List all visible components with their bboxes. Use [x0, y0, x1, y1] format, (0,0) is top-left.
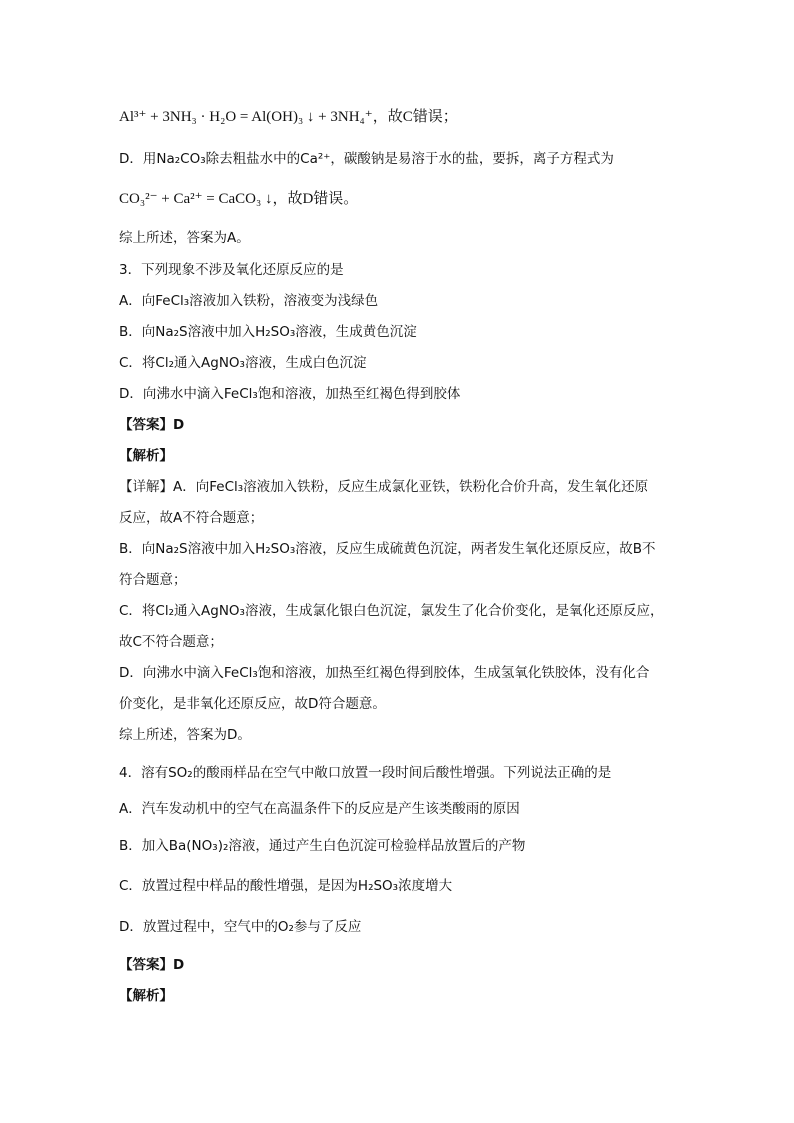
question-3-option-c: C．将Cl₂通入AgNO₃溶液，生成白色沉淀: [119, 355, 367, 371]
question-3-detail-line-4: 符合题意；: [119, 572, 187, 588]
question-4-analysis-heading: 【解析】: [119, 988, 173, 1004]
summary-answer-a: 综上所述，答案为A。: [119, 230, 250, 246]
question-3-option-b: B．向Na₂S溶液中加入H₂SO₃溶液，生成黄色沉淀: [119, 324, 417, 340]
question-4-option-d: D．放置过程中，空气中的O₂参与了反应: [119, 919, 362, 935]
question-3-detail-line-6: 故C不符合题意；: [119, 634, 223, 650]
question-4-option-c: C．放置过程中样品的酸性增强，是因为H₂SO₃浓度增大: [119, 878, 453, 894]
equation-caco3: CO₃²⁻ + Ca²⁺ = CaCO₃ ↓，故D错误。: [119, 191, 359, 207]
question-3-detail-line-7: D．向沸水中滴入FeCl₃饱和溶液，加热至红褐色得到胶体，生成氢氧化铁胶体，没有化合: [119, 665, 650, 681]
question-4-option-a: A．汽车发动机中的空气在高温条件下的反应是产生该类酸雨的原因: [119, 801, 520, 817]
question-4-option-b: B．加入Ba(NO₃)₂溶液，通过产生白色沉淀可检验样品放置后的产物: [119, 838, 526, 854]
question-3-detail-line-1: 【详解】A．向FeCl₃溶液加入铁粉，反应生成氯化亚铁，铁粉化合价升高，发生氧化还原: [119, 479, 649, 495]
question-3-option-d: D．向沸水中滴入FeCl₃饱和溶液，加热至红褐色得到胶体: [119, 386, 461, 402]
question-4-answer: 【答案】D: [119, 957, 185, 973]
question-3-stem: 3．下列现象不涉及氧化还原反应的是: [119, 262, 344, 278]
question-3-summary: 综上所述，答案为D。: [119, 727, 251, 743]
question-3-analysis-heading: 【解析】: [119, 448, 173, 464]
question-3-answer: 【答案】D: [119, 417, 185, 433]
question-3-detail-line-3: B．向Na₂S溶液中加入H₂SO₃溶液，反应生成硫黄色沉淀，两者发生氧化还原反应，故B不: [119, 541, 656, 557]
option-d-explanation: D．用Na₂CO₃除去粗盐水中的Ca²⁺，碳酸钠是易溶于水的盐，要拆，离子方程式为: [119, 151, 614, 167]
question-3-option-a: A．向FeCl₃溶液加入铁粉，溶液变为浅绿色: [119, 293, 379, 309]
equation-al-hydroxide: Al³⁺ + 3NH₃ · H₂O = Al(OH)₃ ↓ + 3NH₄⁺，故C错误；: [119, 109, 458, 125]
question-3-detail-line-2: 反应，故A不符合题意；: [119, 510, 264, 526]
question-3-detail-line-8: 价变化，是非氧化还原反应，故D符合题意。: [119, 696, 386, 712]
question-4-stem: 4．溶有SO₂的酸雨样品在空气中敞口放置一段时间后酸性增强。下列说法正确的是: [119, 765, 612, 781]
question-3-detail-line-5: C．将Cl₂通入AgNO₃溶液，生成氯化银白色沉淀，氯发生了化合价变化，是氧化还原反应，: [119, 603, 664, 619]
